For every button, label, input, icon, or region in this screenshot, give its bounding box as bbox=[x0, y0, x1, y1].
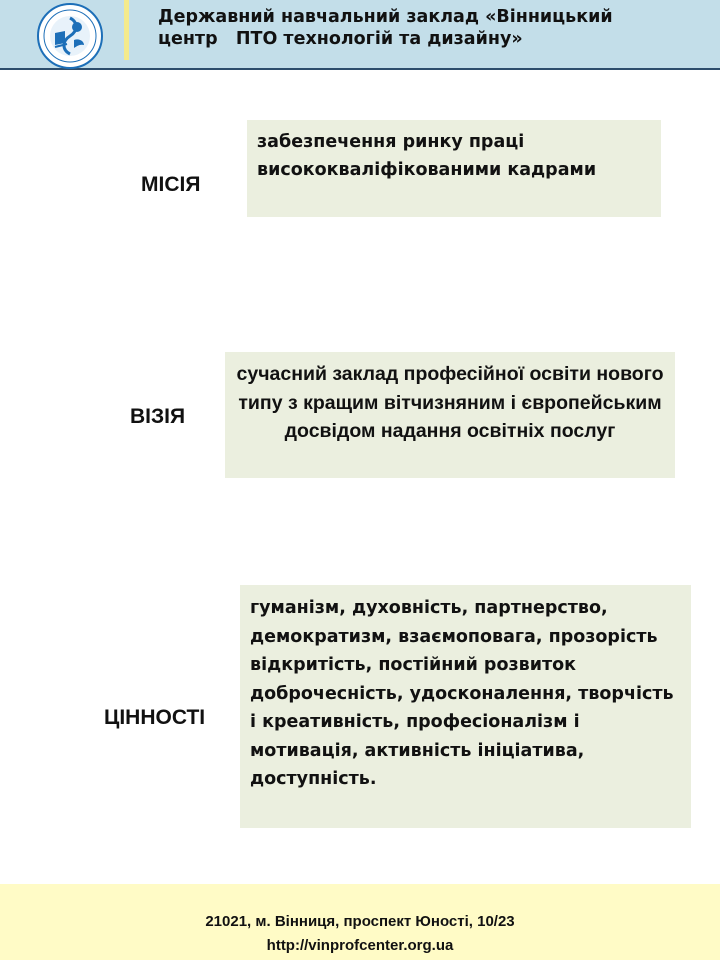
values-label: ЦІННОСТІ bbox=[104, 706, 206, 729]
values-text-box: гуманізм, духовність, партнерство, демократизм, взаємоповага, прозорість відкритість, постійний розвиток доброчесність, удосконалення, творчість і креативність, професіоналізм і мотивація, активність ініціатива, доступність. bbox=[240, 585, 691, 828]
institution-name bbox=[158, 6, 698, 50]
mission-text-box: забезпечення ринку праці висококваліфікованими кадрами bbox=[247, 120, 661, 217]
header-accent-divider bbox=[124, 0, 129, 60]
vision-label: ВІЗІЯ bbox=[130, 405, 186, 428]
footer-address: 21021, м. Вінниця, проспект Юності, 10/23 bbox=[205, 913, 515, 930]
mission-label: МІСІЯ bbox=[141, 173, 201, 196]
institution-name-line-2: центр ПТО технологій та дизайну» bbox=[158, 29, 523, 49]
institution-name-line-1: Державний навчальний заклад «Вінницький bbox=[158, 7, 613, 27]
vision-text-box: сучасний заклад професійної освіти нового типу з кращим вітчизняним і європейським досвідом надання освітніх послуг bbox=[225, 352, 675, 478]
footer-website-link[interactable]: http://vinprofcenter.org.ua bbox=[266, 937, 454, 954]
header-bar bbox=[0, 0, 720, 70]
institution-logo-icon bbox=[37, 3, 103, 69]
